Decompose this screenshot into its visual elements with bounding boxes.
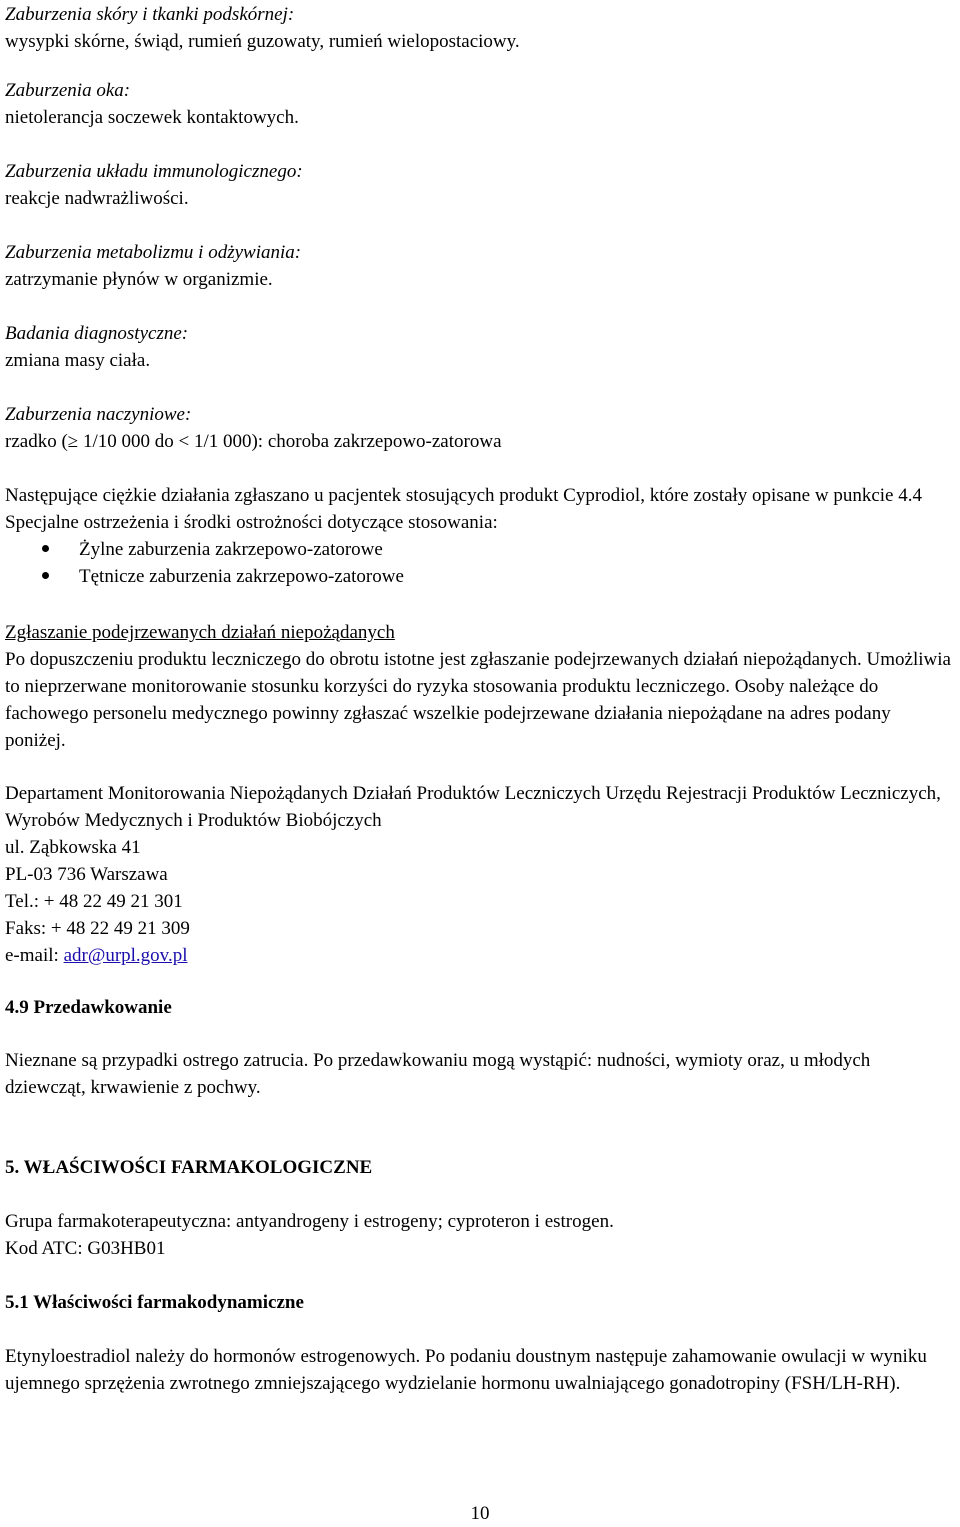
- address-street: ul. Ząbkowska 41: [5, 837, 141, 858]
- list-item: Tętnicze zaburzenia zakrzepowo-zatorowe: [5, 563, 955, 590]
- reporting-section: [5, 619, 955, 754]
- bullet-icon: [42, 572, 49, 579]
- overdose-text: Nieznane są przypadki ostrego zatrucia. Po przedawkowaniu mogą wystąpić: nudności, wymioty oraz, u młodych dziewcząt, krwawienie z pochwy.: [5, 1050, 871, 1098]
- pharmacodynamics-text: Etynyloestradiol należy do hormonów estrogenowych. Po podaniu doustnym następuje zahamowanie owulacji w wyniku ujemnego sprzężenia zwrotnego zmniejszającego wydzielanie hormonu uwalniającego gonadotropiny (FSH/LH-RH).: [5, 1346, 927, 1394]
- overdose-section: [5, 994, 955, 1101]
- metabolism-text: zatrzymanie płynów w organizmie.: [5, 269, 273, 290]
- address-org: Departament Monitorowania Niepożądanych Działań Produktów Leczniczych Urzędu Rejestracji Produktów Leczniczych, Wyrobów Medycznych i Produktów Biobójczych: [5, 783, 941, 831]
- serious-effects-section: [5, 482, 955, 590]
- pharmacology-heading: 5. WŁAŚCIWOŚCI FARMAKOLOGICZNE: [5, 1157, 373, 1178]
- overdose-heading: 4.9 Przedawkowanie: [5, 997, 172, 1018]
- eye-heading: Zaburzenia oka:: [5, 80, 131, 101]
- address-fax: Faks: + 48 22 49 21 309: [5, 918, 190, 939]
- address-email-line: [5, 942, 955, 969]
- address-tel: Tel.: + 48 22 49 21 301: [5, 891, 183, 912]
- skin-text: wysypki skórne, świąd, rumień guzowaty, rumień wielopostaciowy.: [5, 31, 520, 52]
- page-number: 10: [470, 1503, 490, 1524]
- serious-effects-text: Następujące ciężkie działania zgłaszano u pacjentek stosujących produkt Cyprodiol, które zostały opisane w punkcie 4.4 Specjalne ostrzeżenia i środki ostrożności dotyczące stosowania:: [5, 485, 922, 533]
- address-city: PL-03 736 Warszawa: [5, 864, 168, 885]
- pharmacodynamics-section: [5, 1289, 955, 1397]
- pharmacodynamics-heading: 5.1 Właściwości farmakodynamiczne: [5, 1292, 304, 1313]
- diagnostics-text: zmiana masy ciała.: [5, 350, 151, 371]
- skin-section: [5, 1, 955, 55]
- pharmacology-section: [5, 1154, 955, 1262]
- immune-section: [5, 158, 955, 212]
- pharmacology-atc: Kod ATC: G03HB01: [5, 1238, 166, 1259]
- metabolism-heading: Zaburzenia metabolizmu i odżywiania:: [5, 242, 302, 263]
- skin-heading: Zaburzenia skóry i tkanki podskórnej:: [5, 4, 295, 25]
- eye-section: [5, 77, 955, 131]
- metabolism-section: [5, 239, 955, 293]
- diagnostics-heading: Badania diagnostyczne:: [5, 323, 189, 344]
- vascular-heading: Zaburzenia naczyniowe:: [5, 404, 192, 425]
- vascular-section: [5, 401, 955, 455]
- serious-effects-list: [5, 536, 955, 590]
- eye-text: nietolerancja soczewek kontaktowych.: [5, 107, 299, 128]
- email-link[interactable]: adr@urpl.gov.pl: [63, 945, 188, 966]
- diagnostics-section: [5, 320, 955, 374]
- vascular-text: rzadko (≥ 1/10 000 do < 1/1 000): choroba zakrzepowo-zatorowa: [5, 431, 502, 452]
- address-section: [5, 780, 955, 969]
- list-item: Żylne zaburzenia zakrzepowo-zatorowe: [5, 536, 955, 563]
- reporting-heading: Zgłaszanie podejrzewanych działań niepożądanych: [5, 622, 395, 643]
- bullet-icon: [42, 545, 49, 552]
- document-page: [5, 0, 955, 1525]
- immune-heading: Zaburzenia układu immunologicznego:: [5, 161, 303, 182]
- email-label: e-mail:: [5, 945, 64, 966]
- pharmacology-group: Grupa farmakoterapeutyczna: antyandrogeny i estrogeny; cyproteron i estrogen.: [5, 1211, 614, 1232]
- immune-text: reakcje nadwrażliwości.: [5, 188, 189, 209]
- reporting-text: Po dopuszczeniu produktu leczniczego do obrotu istotne jest zgłaszanie podejrzewanych działań niepożądanych. Umożliwia to nieprzerwane monitorowanie stosunku korzyści do ryzyka stosowania produktu leczniczego. Osoby należące do fachowego personelu medycznego powinny zgłaszać wszelkie podejrzewane działania niepożądane na adres podany poniżej.: [5, 649, 951, 751]
